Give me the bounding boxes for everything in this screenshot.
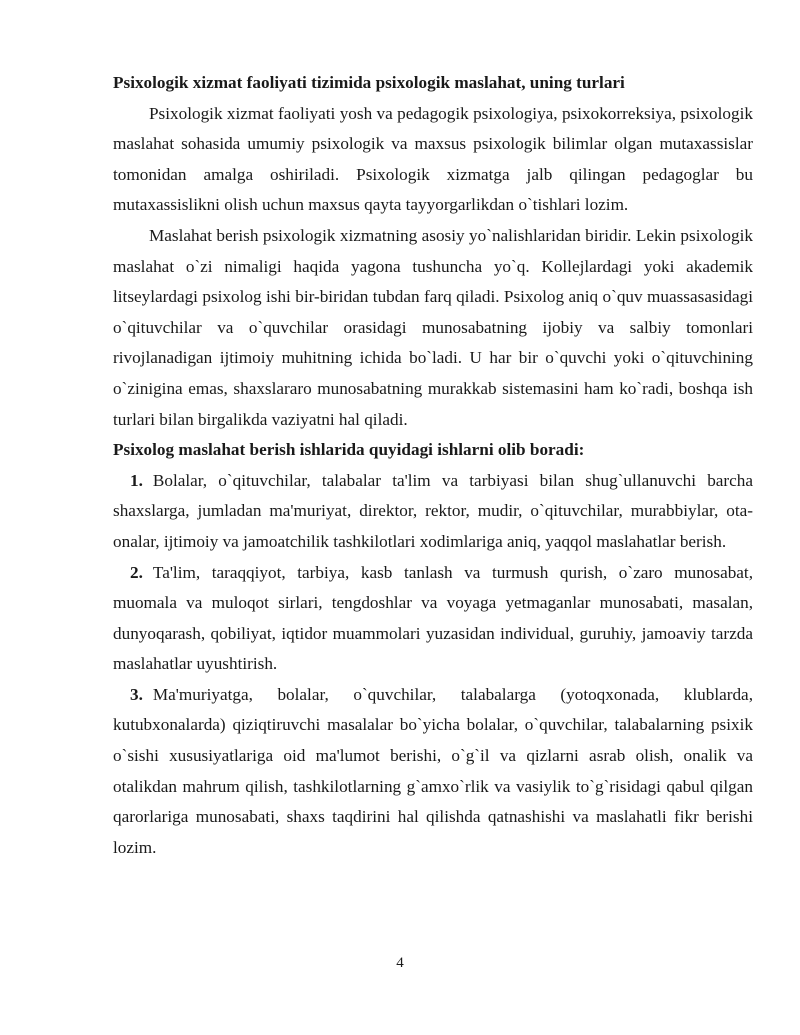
list-item — [113, 680, 753, 864]
document-page — [113, 68, 753, 863]
document-subheading: Psixolog maslahat berish ishlarida quyidagi ishlarni olib boradi: — [113, 440, 585, 460]
list-item — [113, 466, 753, 558]
list-item-number: 1. — [130, 470, 143, 490]
page-number: 4 — [396, 955, 404, 971]
list-item — [113, 558, 753, 680]
duties-list — [113, 466, 753, 864]
paragraph-2: Maslahat berish psixologik xizmatning asosiy yo`nalishlaridan biridir. Lekin psixologik maslahat o`zi nimaligi haqida yagona tushuncha yo`q. Kollejlardagi yoki akademik litseylardagi psixolog ishi bir-biridan tubdan farq qiladi. Psixolog aniq o`quv muassasasidagi o`qituvchilar va o`quvchilar orasidagi munosabatning ijobiy va salbiy tomonlari rivojlanadigan ijtimoiy muhitning ichida bo`ladi. U har bir o`quvchi yoki o`qituvchining o`zinigina emas, shaxslararo munosabatning murakkab sistemasini ham ko`radi, boshqa ish turlari bilan birgalikda vaziyatni hal qiladi. — [113, 225, 753, 429]
list-item-text: Ta'lim, taraqqiyot, tarbiya, kasb tanlash va turmush qurish, o`zaro munosabat, muomala va muloqot sirlari, tengdoshlar va voyaga yetmaganlar munosabati, masalan, dunyoqarash, qobiliyat, iqtidor muammolari yuzasidan individual, guruhiy, jamoaviy tarzda maslahatlar uyushtirish. — [113, 562, 753, 674]
list-item-text: Ma'muriyatga, bolalar, o`quvchilar, talabalarga (yotoqxonada, klublarda, kutubxonalarda) qiziqtiruvchi masalalar bo`yicha bolalar, o`quvchilar, talabalarning psixik o`sishi xususiyatlariga oid ma'lumot berishi, o`g`il va qizlarni asrab olish, onalik va otalikdan mahrum qilish, tashkilotlarning g`amxo`rlik va vasiylik to`g`risidagi qabul qilgan qarorlariga munosabati, shaxs taqdirini hal qilishda qatnashishi va maslahatli fikr berishi lozim. — [113, 684, 753, 857]
paragraph-1: Psixologik xizmat faoliyati yosh va pedagogik psixologiya, psixokorreksiya, psixologik maslahat sohasida umumiy psixologik va maxsus psixologik bilimlar olgan mutaxassislar tomonidan amalga oshiriladi. Psixologik xizmatga jalb qilingan pedagoglar bu mutaxassislikni olish uchun maxsus qayta tayyorgarlikdan o`tishlari lozim. — [113, 103, 753, 215]
list-item-number: 3. — [130, 684, 143, 704]
list-item-text: Bolalar, o`qituvchilar, talabalar ta'lim va tarbiyasi bilan shug`ullanuvchi barcha shaxslarga, jumladan ma'muriyat, direktor, rektor, mudir, o`qituvchilar, murabbiylar, ota-onalar, ijtimoiy va jamoatchilik tashkilotlari xodimlariga aniq, yaqqol maslahatlar berish. — [113, 470, 753, 551]
document-title: Psixologik xizmat faoliyati tizimida psixologik maslahat, uning turlari — [113, 73, 625, 92]
list-item-number: 2. — [130, 562, 143, 582]
